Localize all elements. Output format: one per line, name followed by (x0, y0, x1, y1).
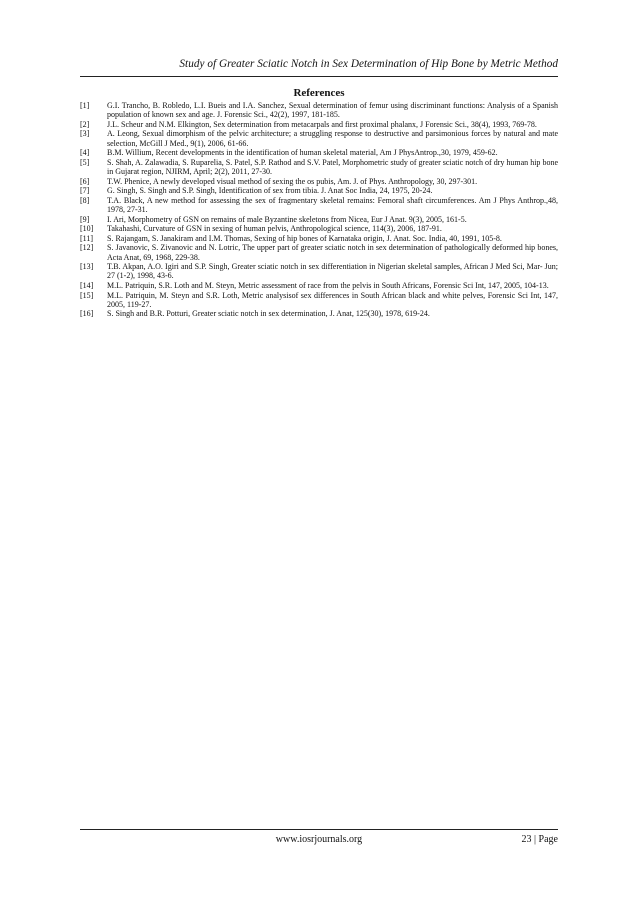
reference-text: I. Ari, Morphometry of GSN on remains of male Byzantine skeletons from Nicea, Eur J Anat. 9(3), 2005, 161-5. (107, 214, 467, 224)
reference-text: T.B. Akpan, A.O. Igiri and S.P. Singh, Greater sciatic notch in sex differentiation in Nigerian skeletal samples, African J Med Sci, Mar- Jun; 27 (1-2), 1998, 43-6. (107, 262, 558, 281)
reference-item (80, 196, 558, 214)
footer-divider (80, 829, 558, 830)
reference-number: [14] (80, 280, 94, 290)
reference-item (80, 309, 558, 318)
reference-item (80, 215, 558, 224)
reference-text: S. Rajangam, S. Janakiram and I.M. Thomas, Sexing of hip bones of Karnataka origin, J. Anat. Soc. India, 40, 1991, 105-8. (107, 233, 502, 243)
reference-number: [13] (80, 262, 94, 272)
reference-item (80, 148, 558, 157)
reference-item (80, 224, 558, 233)
reference-text: G. Singh, S. Singh and S.P. Singh, Identification of sex from tibia. J. Anat Soc India, 24, 1975, 20-24. (107, 186, 433, 196)
reference-item (80, 120, 558, 129)
reference-text: S. Shah, A. Zalawadia, S. Ruparelia, S. Patel, S.P. Rathod and S.V. Patel, Morphometric study of greater sciatic notch of dry human hip bone in Gujarat region, NJIRM, April; 2(2), 2011, 27-30. (107, 157, 558, 176)
reference-number: [16] (80, 309, 94, 319)
reference-item (80, 101, 558, 119)
reference-number: [12] (80, 243, 94, 253)
reference-item (80, 158, 558, 176)
reference-number: [15] (80, 290, 94, 300)
reference-number: [5] (80, 157, 90, 167)
reference-item (80, 281, 558, 290)
reference-number: [3] (80, 129, 90, 139)
reference-item (80, 129, 558, 147)
reference-text: T.W. Phenice, A newly developed visual method of sexing the os pubis, Am. J. of Phys. Anthropology, 30, 297-301. (107, 176, 478, 186)
reference-number: [2] (80, 119, 90, 129)
reference-item (80, 186, 558, 195)
reference-number: [11] (80, 233, 94, 243)
references-list (80, 101, 558, 319)
reference-number: [8] (80, 195, 90, 205)
reference-text: G.I. Trancho, B. Robledo, L.I. Bueis and I.A. Sanchez, Sexual determination of femur using discriminant functions: Analysis of a Spanish population of known sex and age. J. Forensic Sci., 42(2), 1997, 181-185. (107, 101, 558, 120)
reference-text: S. Singh and B.R. Potturi, Greater sciatic notch in sex determination, J. Anat, 125(30), 1978, 619-24. (107, 309, 430, 319)
reference-text: T.A. Black, A new method for assessing the sex of fragmentary skeletal remains: Femoral shaft circumferences. Am J Phys Anthrop.,48, 1978, 27-31. (107, 195, 558, 214)
reference-number: [6] (80, 176, 90, 186)
reference-item (80, 243, 558, 261)
reference-text: B.M. Willium, Recent developments in the identification of human skeletal material, Am J PhysAntrop.,30, 1979, 459-62. (107, 148, 498, 158)
reference-number: [10] (80, 224, 94, 234)
reference-number: [4] (80, 148, 90, 158)
reference-item (80, 291, 558, 309)
footer-page-number: 23 | Page (521, 834, 558, 845)
reference-item (80, 177, 558, 186)
reference-text: A. Leong, Sexual dimorphism of the pelvic architecture; a struggling response to destructive and parsimonious forces by natural and mate selection, McGill J Med., 9(1), 2006, 61-66. (107, 129, 558, 148)
reference-text: J.L. Scheur and N.M. Elkington, Sex determination from metacarpals and first proximal phalanx, J Forensic Sci., 38(4), 1993, 769-78. (107, 119, 537, 129)
running-header-title: Study of Greater Sciatic Notch in Sex Determination of Hip Bone by Metric Method (179, 58, 558, 70)
reference-number: [1] (80, 101, 90, 110)
reference-number: [7] (80, 186, 90, 196)
reference-text: M.L. Patriquin, S.R. Loth and M. Steyn, Metric assessment of race from the pelvis in South Africans, Forensic Sci Int, 147, 2005, 104-13. (107, 280, 549, 290)
reference-item (80, 234, 558, 243)
reference-text: Takahashi, Curvature of GSN in sexing of human pelvis, Anthropological science, 114(3), 2006, 187-91. (107, 224, 442, 234)
reference-text: M.L. Patriquin, M. Steyn and S.R. Loth, Metric analysisof sex differences in South African black and white pelves, Forensic Sci Int, 147, 2005, 119-27. (107, 290, 558, 309)
header-divider (80, 76, 558, 77)
reference-item (80, 262, 558, 280)
references-heading: References (293, 87, 345, 99)
footer-website-link[interactable]: www.iosrjournals.org (275, 834, 363, 845)
reference-text: S. Javanovic, S. Zivanovic and N. Lotric, The upper part of greater sciatic notch in sex determination of pathologically deformed hip bones, Acta Anat, 69, 1968, 229-38. (107, 243, 558, 262)
reference-number: [9] (80, 214, 90, 224)
